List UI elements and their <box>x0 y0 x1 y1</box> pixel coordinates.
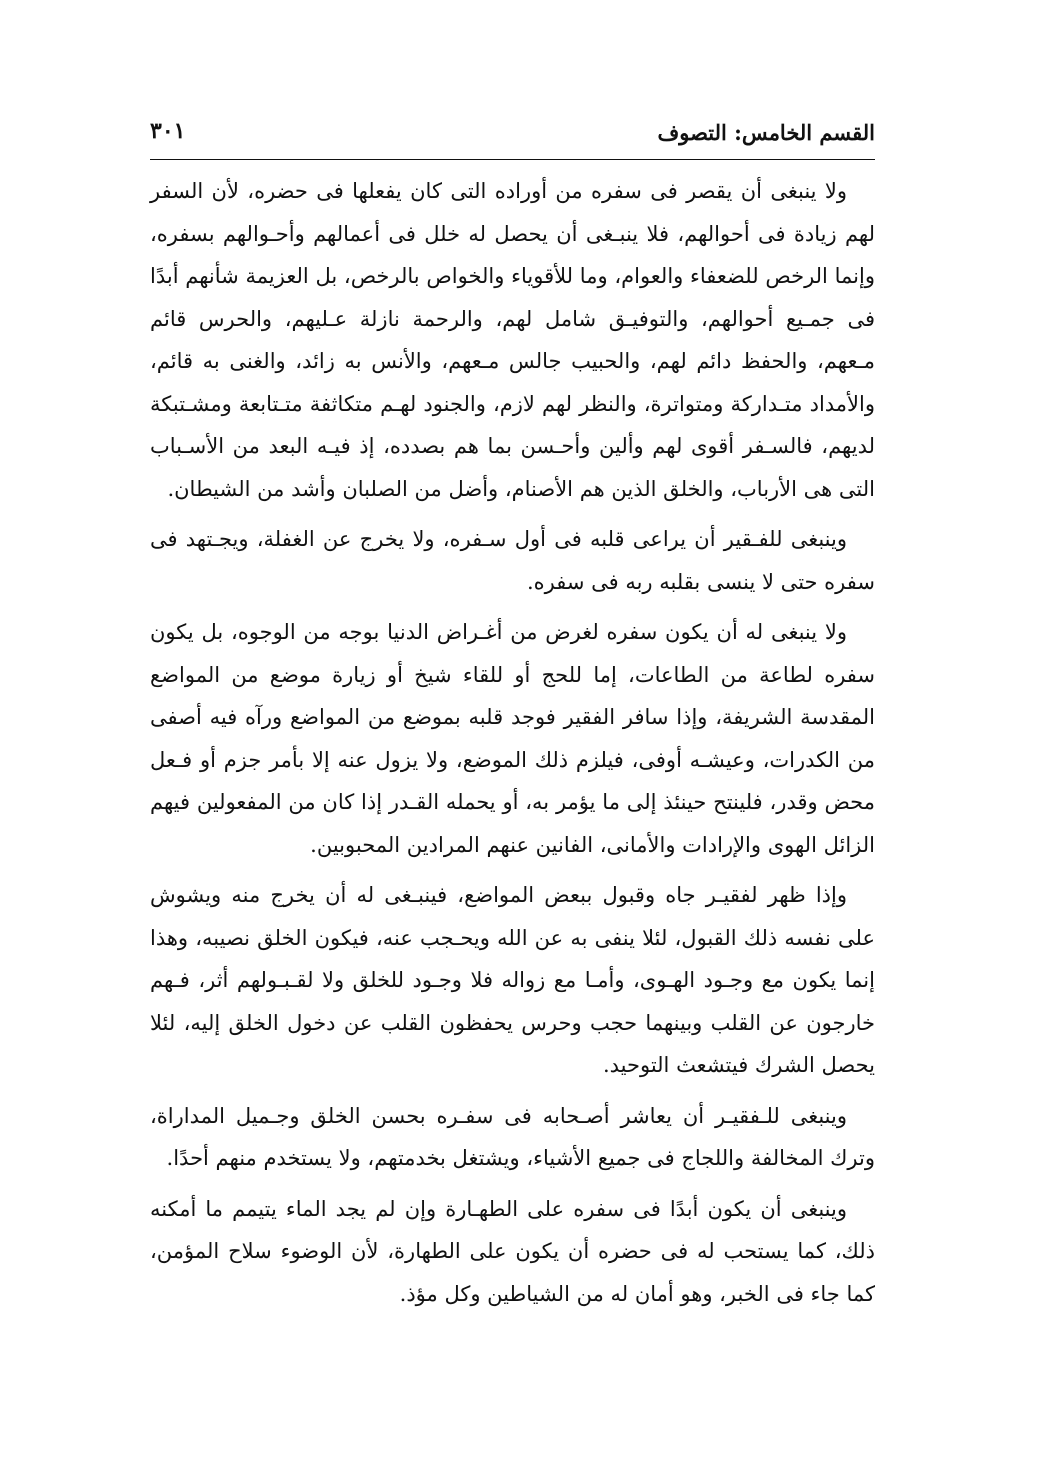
paragraph-companionship: وينبغى للـفقيـر أن يعاشر أصـحابه فى سفـره بحسن الخلق وجـميل المداراة، وترك المخالفة واللجاج فى جميع الأشياء، ويشتغل بخدمتهم، ولا يستخدم منهم أحدًا. <box>150 1103 875 1170</box>
paragraph-travel-purpose: ولا ينبغى له أن يكون سفره لغرض من أغـراض الدنيا بوجه من الوجوه، بل يكون سفره لطاعة من الطاعات، إما للحج أو للقاء شيخ أو زيارة موضع من المواضع المقدسة الشريفة، وإذا سافر الفقير فوجد قلبه بموضع من المواضع ورآه فيه أصفى من الكدرات، وعيشـه أوفى، فيلزم ذلك الموضع، ولا يزول عنه إلا بأمر جزم أو فـعل محض وقدر، فلينتح حينئذ إلى ما يؤمر به، أو يحمله القـدر إذا كان من المفعولين فيهم الزائل الهوى والإرادات والأمانى، الفانين عنهم المرادين المحبوبين. <box>150 620 875 857</box>
page-header <box>150 118 875 158</box>
page-number: ٣٠١ <box>150 118 186 144</box>
paragraph-purity: وينبغى أن يكون أبدًا فى سفره على الطهـارة وإن لم يجد الماء يتيمم ما أمكنه ذلك، كما يستحب له فى حضره أن يكون على الطهارة، لأن الوضوء سلاح المؤمن، كما جاء فى الخبر، وهو أمان له من الشياطين وكل مؤذ. <box>150 1196 875 1306</box>
paragraph-fame-avoidance: وإذا ظهر لفقيـر جاه وقبول ببعض المواضع، فينبـغى له أن يخرج منه ويشوش على نفسه ذلك القبول، لئلا ينفى به عن الله ويحـجب عنه، فيكون الخلق نصيبه، وهذا إنما يكون مع وجـود الهـوى، وأمـا مع زواله فلا وجـود للخلق ولا لقـبـولهم أثر، فـهم خارجون عن القلب وبينهما حجب وحرس يحفظون القلب عن دخول الخلق إليه، لئلا يحصل الشرك فيتشعث التوحيد. <box>150 883 875 1077</box>
running-title: القسم الخامس: التصوف <box>657 120 875 145</box>
paragraph-heart-watchfulness: وينبغى للفـقير أن يراعى قلبه فى أول سـفره، ولا يخرج عن الغفلة، ويجـتهد فى سفره حتى لا ينسى بقلبه ربه فى سفره. <box>150 527 875 594</box>
paragraph-travel-devotions: ولا ينبغى أن يقصر فى سفره من أوراده التى كان يفعلها فى حضره، لأن السفر لهم زيادة فى أحوالهم، فلا ينبـغى أن يحصل له خلل فى أعمالهم وأحـوالهم بسفره، وإنما الرخص للضعفاء والعوام، وما للأقوياء والخواص بالرخص، بل العزيمة شأنهم أبدًا فى جمـيع أحوالهم، والتوفيـق شامل لهم، والرحمة نازلة عـليهم، والحرس قائم مـعهم، والحفظ دائم لهم، والحبيب جالس مـعهم، والأنس به زائد، والغنى به قائم، والأمداد متـداركة ومتواترة، والنظر لهم لازم، والجنود لهـم متكاثفة متـتابعة ومشـتبكة لديهم، فالسـفر أقوى لهم وألين وأحـسن بما هم بصدده، إذ فيـه البعد من الأسـباب التى هى الأرباب، والخلق الذين هم الأصنام، وأضل من الصلبان وأشد من الشيطان. <box>150 179 875 501</box>
body-text <box>150 170 875 1323</box>
header-rule <box>150 159 875 160</box>
